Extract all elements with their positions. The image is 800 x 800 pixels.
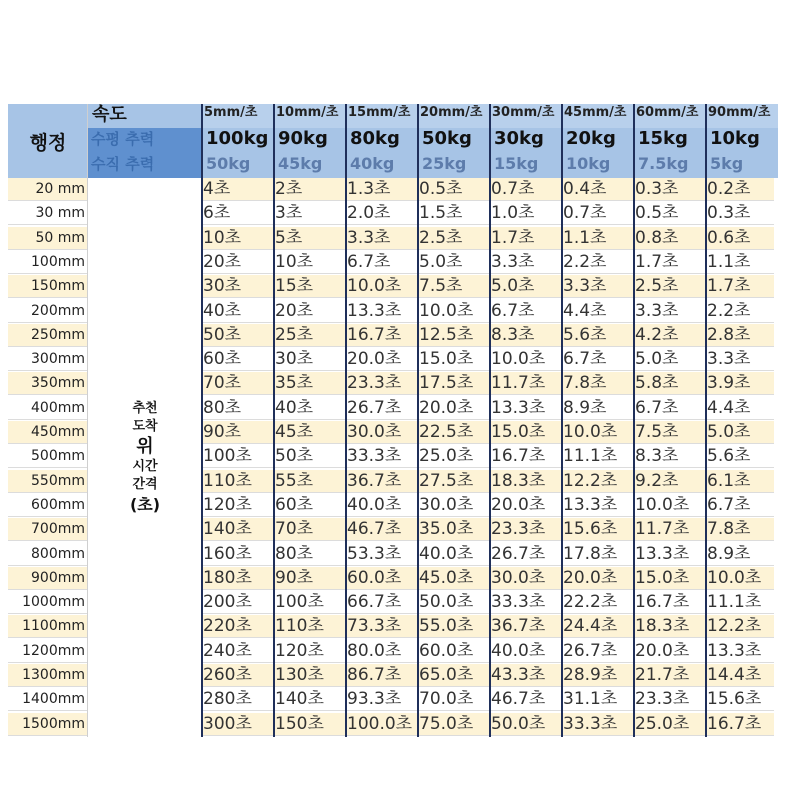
note-line-2: 도착 (132, 418, 158, 434)
time-cell: 25초 (275, 324, 314, 345)
time-cell: 0.7초 (491, 179, 535, 199)
column-divider (633, 104, 635, 737)
stroke-value: 20 mm (35, 181, 85, 197)
time-cell: 13.3초 (347, 300, 402, 321)
speed-col-1: 10mm/초 (274, 104, 346, 128)
column-divider (489, 104, 491, 737)
time-cell: 43.3초 (491, 665, 546, 685)
vertical-thrust-label: 수직 추력 (88, 153, 202, 178)
time-cell: 6.7초 (707, 494, 751, 515)
time-cell: 26.7초 (563, 640, 618, 661)
time-cell: 20.0초 (635, 640, 690, 661)
time-cell: 80.0초 (347, 640, 402, 661)
time-cell: 3.3초 (707, 349, 751, 370)
time-cell: 120초 (203, 494, 252, 515)
time-cell: 33.3초 (563, 713, 618, 734)
stroke-value: 250mm (31, 326, 85, 343)
time-cell: 33.3초 (347, 446, 402, 467)
time-cell: 11.1초 (707, 592, 762, 613)
time-cell: 40.0초 (347, 494, 402, 515)
column-divider (345, 104, 347, 737)
time-cell: 0.8초 (635, 227, 679, 248)
vertical-thrust-5: 10kg (562, 153, 634, 178)
note-line-5: 간격 (132, 476, 158, 492)
time-cell: 8.3초 (491, 324, 535, 345)
time-cell: 30초 (203, 276, 242, 297)
time-cell: 240초 (203, 640, 252, 661)
time-cell: 0.7초 (563, 203, 607, 224)
time-cell: 5.0초 (491, 276, 535, 297)
time-cell: 5.0초 (635, 349, 679, 370)
time-cell: 53.3초 (347, 543, 402, 564)
time-cell: 26.7초 (347, 397, 402, 418)
time-cell: 0.5초 (635, 203, 679, 224)
speed-col-2: 15mm/초 (346, 104, 418, 128)
vertical-thrust-0: 50kg (202, 153, 274, 178)
time-cell: 3.9초 (707, 373, 751, 394)
time-cell: 130초 (275, 665, 324, 685)
time-cell: 70초 (275, 519, 314, 540)
time-cell: 66.7초 (347, 592, 402, 613)
time-cell: 2.8초 (707, 324, 751, 345)
time-cell: 6.7초 (635, 397, 679, 418)
time-cell: 7.8초 (707, 519, 751, 540)
time-cell: 11.7초 (491, 373, 546, 394)
horizontal-thrust-3: 50kg (418, 128, 490, 153)
time-cell: 110초 (275, 616, 324, 637)
time-cell: 4초 (203, 179, 231, 199)
stroke-value: 1100mm (22, 618, 85, 635)
time-cell: 120초 (275, 640, 324, 661)
time-cell: 20.0초 (419, 397, 474, 418)
vertical-thrust-4: 15kg (490, 153, 562, 178)
time-cell: 65.0초 (419, 665, 474, 685)
stroke-value: 1000mm (22, 594, 85, 611)
column-divider (87, 104, 88, 737)
time-cell: 10.0초 (707, 567, 762, 588)
speed-col-7: 90mm/초 (706, 104, 778, 128)
time-cell: 16.7초 (491, 446, 546, 467)
time-cell: 10초 (203, 227, 242, 248)
time-cell: 13.3초 (563, 494, 618, 515)
time-cell: 140초 (203, 519, 252, 540)
time-cell: 50초 (275, 446, 314, 467)
time-cell: 2.5초 (635, 276, 679, 297)
time-cell: 90초 (275, 567, 314, 588)
time-cell: 6.7초 (347, 251, 391, 272)
stroke-value: 1500mm (22, 715, 85, 732)
note-line-6: (초) (129, 494, 161, 514)
time-cell: 40.0초 (419, 543, 474, 564)
note-line-3: 위 (136, 435, 154, 457)
time-cell: 15.6초 (563, 519, 618, 540)
time-cell: 110초 (203, 470, 252, 491)
time-cell: 20.0초 (491, 494, 546, 515)
column-divider (201, 104, 203, 737)
time-cell: 0.3초 (635, 179, 679, 199)
stroke-value: 450mm (31, 424, 85, 440)
time-cell: 20.0초 (347, 349, 402, 370)
stroke-value: 400mm (31, 399, 85, 416)
horizontal-thrust-6: 15kg (634, 128, 706, 153)
time-cell: 23.3초 (491, 519, 546, 540)
time-cell: 30.0초 (419, 494, 474, 515)
time-cell: 60.0초 (347, 567, 402, 588)
time-cell: 18.3초 (491, 470, 546, 491)
time-cell: 50초 (203, 324, 242, 345)
stroke-header: 행정 (8, 104, 88, 178)
stroke-value: 600mm (31, 496, 85, 513)
time-cell: 6.7초 (563, 349, 607, 370)
time-cell: 28.9초 (563, 665, 618, 685)
time-cell: 0.2초 (707, 179, 751, 199)
time-cell: 160초 (203, 543, 252, 564)
time-cell: 75.0초 (419, 713, 474, 734)
column-divider (417, 104, 419, 737)
time-cell: 0.5초 (419, 179, 463, 199)
horizontal-thrust-4: 30kg (490, 128, 562, 153)
time-cell: 260초 (203, 665, 252, 685)
time-cell: 0.6초 (707, 227, 751, 248)
time-cell: 5.6초 (563, 324, 607, 345)
time-cell: 7.5초 (635, 422, 679, 442)
time-cell: 30.0초 (347, 422, 402, 442)
vertical-thrust-7: 5kg (706, 153, 778, 178)
time-cell: 70.0초 (419, 689, 474, 710)
time-cell: 10.0초 (563, 422, 618, 442)
time-cell: 24.4초 (563, 616, 618, 637)
time-cell: 12.2초 (707, 616, 762, 637)
time-cell: 3.3초 (635, 300, 679, 321)
time-cell: 1.0초 (491, 203, 535, 224)
column-divider (273, 104, 275, 737)
time-cell: 2.5초 (419, 227, 463, 248)
time-cell: 10.0초 (419, 300, 474, 321)
time-cell: 13.3초 (491, 397, 546, 418)
time-cell: 2.2초 (563, 251, 607, 272)
time-cell: 18.3초 (635, 616, 690, 637)
time-cell: 80초 (203, 397, 242, 418)
time-cell: 15.6초 (707, 689, 762, 710)
recommended-interval-note (88, 178, 202, 737)
time-cell: 1.7초 (491, 227, 535, 248)
time-cell: 140초 (275, 689, 324, 710)
time-cell: 55.0초 (419, 616, 474, 637)
time-cell: 8.9초 (707, 543, 751, 564)
time-cell: 5초 (275, 227, 303, 248)
horizontal-thrust-7: 10kg (706, 128, 778, 153)
time-cell: 13.3초 (635, 543, 690, 564)
stroke-value: 300mm (31, 351, 85, 368)
speed-col-0: 5mm/초 (202, 104, 274, 128)
horizontal-thrust-label: 수평 추력 (88, 128, 202, 153)
time-cell: 27.5초 (419, 470, 474, 491)
speed-col-6: 60mm/초 (634, 104, 706, 128)
stroke-speed-table (8, 104, 774, 737)
time-cell: 5.0초 (707, 422, 751, 442)
time-cell: 10.0초 (347, 276, 402, 297)
time-cell: 45.0초 (419, 567, 474, 588)
stroke-value: 1400mm (22, 691, 85, 708)
time-cell: 23.3초 (635, 689, 690, 710)
time-cell: 86.7초 (347, 665, 402, 685)
stroke-value: 50 mm (35, 229, 85, 246)
time-cell: 5.8초 (635, 373, 679, 394)
time-cell: 40초 (275, 397, 314, 418)
time-cell: 9.2초 (635, 470, 679, 491)
time-cell: 2.0초 (347, 203, 391, 224)
time-cell: 150초 (275, 713, 324, 734)
stroke-value: 1200mm (22, 642, 85, 659)
horizontal-thrust-1: 90kg (274, 128, 346, 153)
time-cell: 180초 (203, 567, 252, 588)
time-cell: 25.0초 (419, 446, 474, 467)
note-line-4: 시간 (132, 458, 158, 474)
time-cell: 2초 (275, 179, 303, 199)
vertical-thrust-2: 40kg (346, 153, 418, 178)
stroke-value: 1300mm (22, 667, 85, 683)
time-cell: 1.7초 (707, 276, 751, 297)
time-cell: 73.3초 (347, 616, 402, 637)
column-divider (705, 104, 707, 737)
speed-col-4: 30mm/초 (490, 104, 562, 128)
time-cell: 22.5초 (419, 422, 474, 442)
stroke-value: 350mm (31, 375, 85, 392)
time-cell: 15.0초 (419, 349, 474, 370)
time-cell: 45초 (275, 422, 314, 442)
time-cell: 30.0초 (491, 567, 546, 588)
horizontal-thrust-2: 80kg (346, 128, 418, 153)
time-cell: 15.0초 (491, 422, 546, 442)
time-cell: 3초 (275, 203, 303, 224)
time-cell: 4.2초 (635, 324, 679, 345)
time-cell: 17.8초 (563, 543, 618, 564)
time-cell: 6초 (203, 203, 231, 224)
time-cell: 100초 (203, 446, 252, 467)
time-cell: 15.0초 (635, 567, 690, 588)
time-cell: 23.3초 (347, 373, 402, 394)
time-cell: 7.5초 (419, 276, 463, 297)
time-cell: 80초 (275, 543, 314, 564)
time-cell: 1.3초 (347, 179, 391, 199)
time-cell: 35.0초 (419, 519, 474, 540)
time-cell: 12.5초 (419, 324, 474, 345)
time-cell: 26.7초 (491, 543, 546, 564)
time-cell: 200초 (203, 592, 252, 613)
time-cell: 46.7초 (347, 519, 402, 540)
time-cell: 8.3초 (635, 446, 679, 467)
time-cell: 1.5초 (419, 203, 463, 224)
time-cell: 60.0초 (419, 640, 474, 661)
note-line-1: 추천 (132, 400, 158, 416)
time-cell: 11.1초 (563, 446, 618, 467)
time-cell: 10.0초 (491, 349, 546, 370)
time-cell: 16.7초 (707, 713, 762, 734)
time-cell: 25.0초 (635, 713, 690, 734)
time-cell: 33.3초 (491, 592, 546, 613)
time-cell: 36.7초 (491, 616, 546, 637)
time-cell: 16.7초 (347, 324, 402, 345)
time-cell: 12.2초 (563, 470, 618, 491)
time-cell: 36.7초 (347, 470, 402, 491)
time-cell: 7.8초 (563, 373, 607, 394)
time-cell: 4.4초 (563, 300, 607, 321)
time-cell: 60초 (203, 349, 242, 370)
speed-col-5: 45mm/초 (562, 104, 634, 128)
time-cell: 50.0초 (419, 592, 474, 613)
vertical-thrust-6: 7.5kg (634, 153, 706, 178)
time-cell: 21.7초 (635, 665, 690, 685)
time-cell: 70초 (203, 373, 242, 394)
time-cell: 20.0초 (563, 567, 618, 588)
stroke-value: 150mm (31, 278, 85, 295)
time-cell: 55초 (275, 470, 314, 491)
stroke-value: 100mm (31, 253, 85, 270)
time-cell: 11.7초 (635, 519, 690, 540)
time-cell: 6.7초 (491, 300, 535, 321)
speed-col-3: 20mm/초 (418, 104, 490, 128)
time-cell: 17.5초 (419, 373, 474, 394)
time-cell: 8.9초 (563, 397, 607, 418)
time-cell: 2.2초 (707, 300, 751, 321)
time-cell: 20초 (275, 300, 314, 321)
time-cell: 0.4초 (563, 179, 607, 199)
time-cell: 10.0초 (635, 494, 690, 515)
time-cell: 40초 (203, 300, 242, 321)
vertical-thrust-3: 25kg (418, 153, 490, 178)
time-cell: 30초 (275, 349, 314, 370)
stroke-value: 700mm (31, 521, 85, 538)
time-cell: 1.1초 (707, 251, 751, 272)
time-cell: 6.1초 (707, 470, 751, 491)
speed-header-label: 속도 (88, 104, 202, 128)
time-cell: 100초 (275, 592, 324, 613)
time-cell: 13.3초 (707, 640, 762, 661)
time-cell: 100.0초 (347, 713, 413, 734)
time-cell: 5.6초 (707, 446, 751, 467)
column-divider (561, 104, 563, 737)
time-cell: 14.4초 (707, 665, 762, 685)
time-cell: 46.7초 (491, 689, 546, 710)
time-cell: 50.0초 (491, 713, 546, 734)
time-cell: 15초 (275, 276, 314, 297)
time-cell: 300초 (203, 713, 252, 734)
time-cell: 40.0초 (491, 640, 546, 661)
time-cell: 280초 (203, 689, 252, 710)
time-cell: 31.1초 (563, 689, 618, 710)
time-cell: 93.3초 (347, 689, 402, 710)
stroke-value: 800mm (31, 545, 85, 562)
stroke-value: 550mm (31, 472, 85, 489)
time-cell: 20초 (203, 251, 242, 272)
time-cell: 220초 (203, 616, 252, 637)
horizontal-thrust-5: 20kg (562, 128, 634, 153)
time-cell: 90초 (203, 422, 242, 442)
time-cell: 22.2초 (563, 592, 618, 613)
stroke-value: 30 mm (35, 205, 85, 222)
time-cell: 3.3초 (491, 251, 535, 272)
time-cell: 16.7초 (635, 592, 690, 613)
time-cell: 3.3초 (347, 227, 391, 248)
stroke-value: 200mm (31, 302, 85, 319)
stroke-value: 500mm (31, 448, 85, 465)
vertical-thrust-1: 45kg (274, 153, 346, 178)
time-cell: 0.3초 (707, 203, 751, 224)
time-cell: 35초 (275, 373, 314, 394)
time-cell: 5.0초 (419, 251, 463, 272)
time-cell: 3.3초 (563, 276, 607, 297)
time-cell: 1.1초 (563, 227, 607, 248)
stroke-value: 900mm (31, 569, 85, 586)
time-cell: 1.7초 (635, 251, 679, 272)
time-cell: 10초 (275, 251, 314, 272)
time-cell: 60초 (275, 494, 314, 515)
horizontal-thrust-0: 100kg (202, 128, 274, 153)
time-cell: 4.4초 (707, 397, 751, 418)
